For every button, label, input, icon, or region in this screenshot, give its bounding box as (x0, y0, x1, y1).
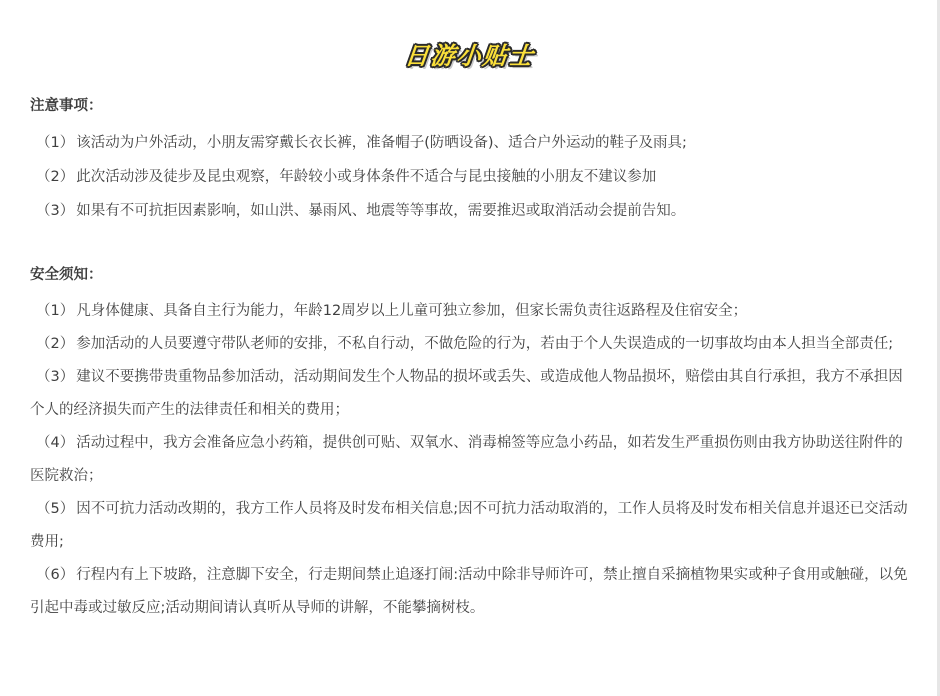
safety-item (30, 427, 910, 493)
item-number: （2） (36, 336, 75, 352)
safety-item (30, 493, 910, 559)
item-text: 参加活动的人员要遵守带队老师的安排，不私自行动，不做危险的行为，若由于个人失误造成的一切事故均由本人担当全部责任; (76, 336, 894, 352)
safety-item (30, 559, 910, 625)
safety-item (30, 361, 910, 427)
item-text: 活动过程中，我方会准备应急小药箱，提供创可贴、双氧水、消毒棉签等应急小药品，如若发生严重损伤则由我方协助送往附件的医院救治； (30, 435, 903, 484)
item-number: （3） (36, 203, 75, 219)
notes-item (30, 194, 910, 228)
item-number: （1） (36, 303, 75, 319)
safety-item (30, 295, 910, 328)
item-text: 如果有不可抗拒因素影响，如山洪、暴雨风、地震等等事故，需要推迟或取消活动会提前告知。 (76, 203, 686, 219)
item-text: 凡身体健康、具备自主行为能力，年龄12周岁以上儿童可独立参加，但家长需负责往返路程及住宿安全； (76, 303, 748, 319)
item-number: （6） (36, 567, 75, 583)
notes-heading: 注意事项： (30, 98, 103, 114)
item-text: 该活动为户外活动，小朋友需穿戴长衣长裤，准备帽子(防晒设备)、适合户外运动的鞋子及雨具; (76, 135, 687, 151)
item-number: （2） (36, 169, 75, 185)
item-text: 行程内有上下坡路，注意脚下安全，行走期间禁止追逐打闹:活动中除非导师许可，禁止擅自采摘植物果实或种子食用或触碰，以免引起中毒或过敏反应;活动期间请认真听从导师的讲解，不能攀摘树枝。 (30, 567, 908, 616)
notes-section (30, 96, 910, 228)
title-container (0, 36, 940, 71)
safety-heading: 安全须知： (30, 267, 103, 283)
safety-item (30, 328, 910, 361)
item-number: （5） (36, 501, 75, 517)
item-text: 此次活动涉及徒步及昆虫观察，年龄较小或身体条件不适合与昆虫接触的小朋友不建议参加 (76, 169, 657, 185)
item-number: （3） (36, 369, 75, 385)
safety-section (30, 265, 910, 625)
item-text: 建议不要携带贵重物品参加活动，活动期间发生个人物品的损坏或丢失、或造成他人物品损坏，赔偿由其自行承担，我方不承担因个人的经济损失而产生的法律责任和相关的费用； (30, 369, 903, 418)
item-number: （4） (36, 435, 75, 451)
item-text: 因不可抗力活动改期的，我方工作人员将及时发布相关信息;因不可抗力活动取消的，工作人员将及时发布相关信息并退还已交活动费用; (30, 501, 908, 550)
item-number: （1） (36, 135, 75, 151)
notes-item (30, 126, 910, 160)
notes-item (30, 160, 910, 194)
page-title: 日游小贴士 (403, 42, 537, 70)
